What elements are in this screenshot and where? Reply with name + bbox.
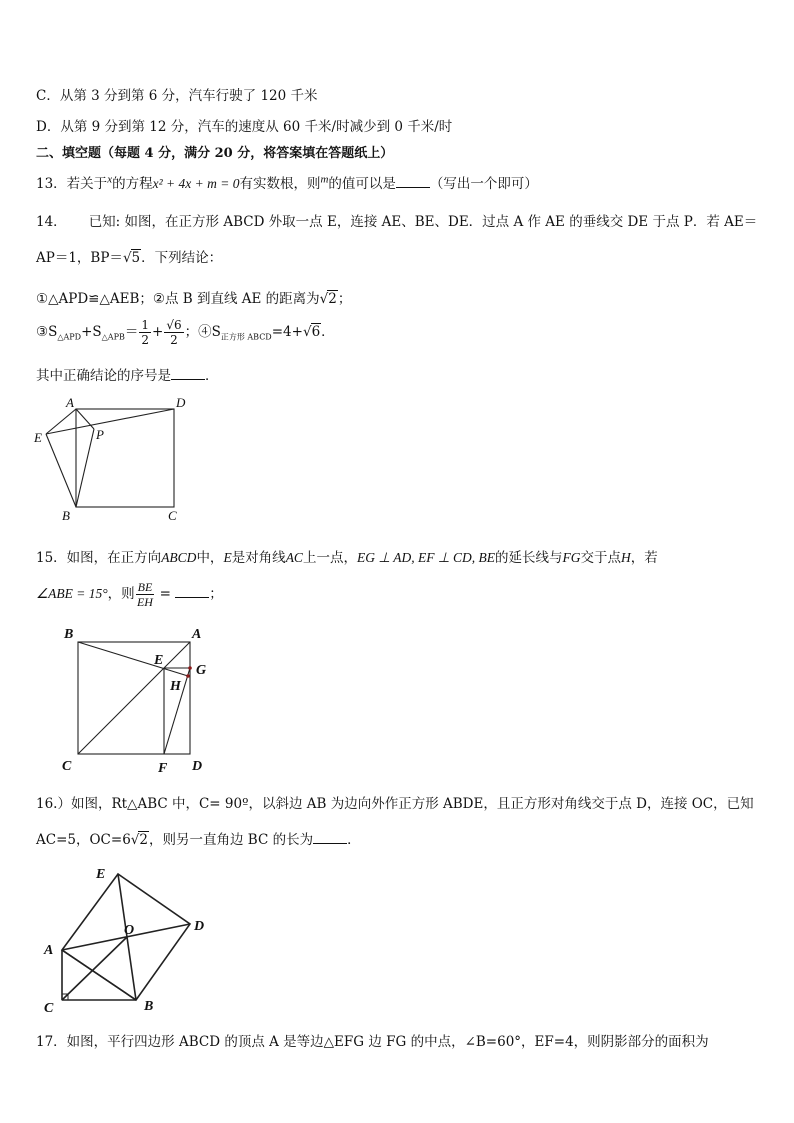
label-a: A [66,395,74,410]
q14-c1-end: ； [337,291,352,307]
q14-line1: 已知: 如图，在正方形 ABCD 外取一点 E，连接 AE、BE、DE．过点 A 作 AE 的垂线交 DE 于点 P．若 AE＝ [88,214,758,230]
question-14 [36,210,757,230]
q15-text-f: 交于点 [580,550,621,566]
q14-frac1 [139,318,151,347]
label-f: F [158,761,168,776]
option-c: C．从第 3 分到第 6 分，汽车行驶了 120 千米 [36,88,318,104]
answer-blank [396,175,430,188]
q14-ask [36,364,219,384]
answer-blank [313,831,347,844]
q15-line2 [36,580,223,609]
q14-conclusion-1: ①△APD≌△AEB；②点 B 到直线 AE 的距离为√2； [36,291,352,307]
q14-c4-a: ；④S [184,324,221,340]
q16-line2-end: ． [347,832,361,848]
q13-param: m [320,173,329,186]
q14-line2-a: AP＝1，BP＝ [36,250,123,266]
q14-conclusion-3: $③S_{\triangle APD}+S_{\triangle APB}=$ $\frac{1}{2}$ + $\frac{√6}{2}$ ；$④S_{正方形 ABCD}=4+√6$． [36,318,335,347]
q14-c3-plus: + [152,324,164,340]
question-13 [36,172,538,192]
label-g: G [196,663,207,678]
segment-ab [62,950,136,1000]
q14-c4-end: ． [321,324,335,340]
q13-equation: x² + 4x + m = 0 [152,176,240,191]
point-h-dot [186,674,190,678]
q13-text2: 有实数根，则 [239,176,321,192]
label-a: A [44,943,54,958]
q15-h: H [620,550,631,565]
label-d: D [176,395,186,410]
q14-ask-text: 其中正确结论的序号是 [36,368,171,384]
label-c: C [44,1001,54,1016]
q16-line2: AC=5，OC=6√2，则另一直角边 BC 的长为 ． [36,832,361,848]
label-b: B [62,508,70,523]
segment-ae [46,409,76,434]
q15-angle: ∠ABE = 15° [36,586,108,601]
q13-var: x [107,173,113,186]
segment-ed [46,409,174,434]
q15-text-a: 15．如图，在正方向 [36,550,162,566]
q14-line2: AP＝1，BP＝√5．下列结论： [36,250,223,266]
question-15 [36,546,658,566]
q14-frac2-num: √6 [166,318,182,332]
q15-text-e: 的延长线与 [494,550,563,566]
q15-text-c: 是对角线 [231,550,286,566]
label-o: O [124,923,135,938]
q14-c1: ①△APD≌△AEB；②点 B 到直线 AE 的距离为 [36,291,320,307]
label-p: P [96,427,104,442]
q14-ask-end: ． [205,368,219,384]
q14-c3-b: +S [81,324,102,340]
point-g-dot [188,666,192,670]
q16-sqrt2: 2 [139,832,148,848]
q15-text-d: 上一点， [302,550,357,566]
q14-c4-eq: =4+ [271,324,303,340]
q15-then: ，则 [107,586,135,602]
label-b: B [144,999,154,1014]
q14-frac2 [164,318,183,347]
label-d: D [192,759,203,774]
label-b: B [64,627,74,642]
answer-blank [171,367,205,380]
q16-line2-b: ，则另一直角边 BC 的长为 [148,832,314,848]
q14-c3-sub1: △APD [57,332,82,342]
q15-fraction [136,580,155,609]
q15-eq: = [155,586,176,602]
q15-e: E [223,550,232,565]
label-d: D [194,919,205,934]
label-a: A [192,627,202,642]
q14-sqrt6: 6 [311,324,321,340]
segment-eb [46,434,76,507]
q15-text-g: ，若 [630,550,658,566]
square-abcd [76,409,174,507]
section-heading: 二、填空题（每题 4 分，满分 20 分，将答案填在答题纸上） [36,146,394,161]
q15-ac: AC [285,550,303,565]
q15-semi: ； [209,586,223,602]
q14-frac1-den: 2 [141,333,149,347]
label-e: E [96,867,106,882]
label-e: E [154,653,164,668]
q14-c3-eq: ＝ [124,324,139,340]
q13-text1: 的方程 [112,176,153,192]
answer-blank [175,585,209,598]
q14-figure [30,392,200,527]
option-d: D．从第 9 分到第 12 分，汽车的速度从 60 千米/时减少到 0 千米/时 [36,119,453,135]
q15-cond: EG ⊥ AD, EF ⊥ CD, BE [356,550,495,565]
q15-frac-den: EH [136,595,153,609]
q14-line2-b: ．下列结论： [141,250,223,266]
segment-pb [76,429,94,507]
label-h: H [170,679,181,694]
question-17: 17．如图，平行四边形 ABCD 的顶点 A 是等边△EFG 边 FG 的中点，∠B=60°，EF=4，则阴影部分的面积为 [36,1034,709,1050]
q15-figure [56,624,226,776]
q14-number: 14． [36,214,67,230]
q15-abcd: ABCD [161,550,197,565]
line-bh [78,642,188,676]
label-e: E [34,430,42,445]
question-16: 16.）如图，Rt△ABC 中，C= 90º，以斜边 AB 为边向外作正方形 ABDE，且正方形对角线交于点 D，连接 OC，已知 [36,796,754,812]
q14-sqrt5: 5 [131,250,141,266]
q14-c3-sub2: △APB [101,332,125,342]
label-c: C [62,759,72,774]
q14-frac2-den: 2 [170,333,178,347]
q14-frac1-num: 1 [141,318,149,332]
q14-c4-sub: 正方形 ABCD [220,332,272,342]
segment-co [62,937,127,1000]
label-c: C [168,508,177,523]
q13-tail: （写出一个即可） [429,176,538,192]
q14-c3-a: ③S [36,324,58,340]
q13-number: 13．若关于 [36,176,108,192]
q14-sqrt2: 2 [328,291,337,307]
q16-line2-a: AC=5，OC=6 [36,832,131,848]
q15-fg: FG [562,550,581,565]
q15-frac-num: BE [137,580,153,594]
q16-figure [36,860,221,1020]
q15-text-b: 中， [196,550,224,566]
q13-text3: 的值可以是 [328,176,396,192]
